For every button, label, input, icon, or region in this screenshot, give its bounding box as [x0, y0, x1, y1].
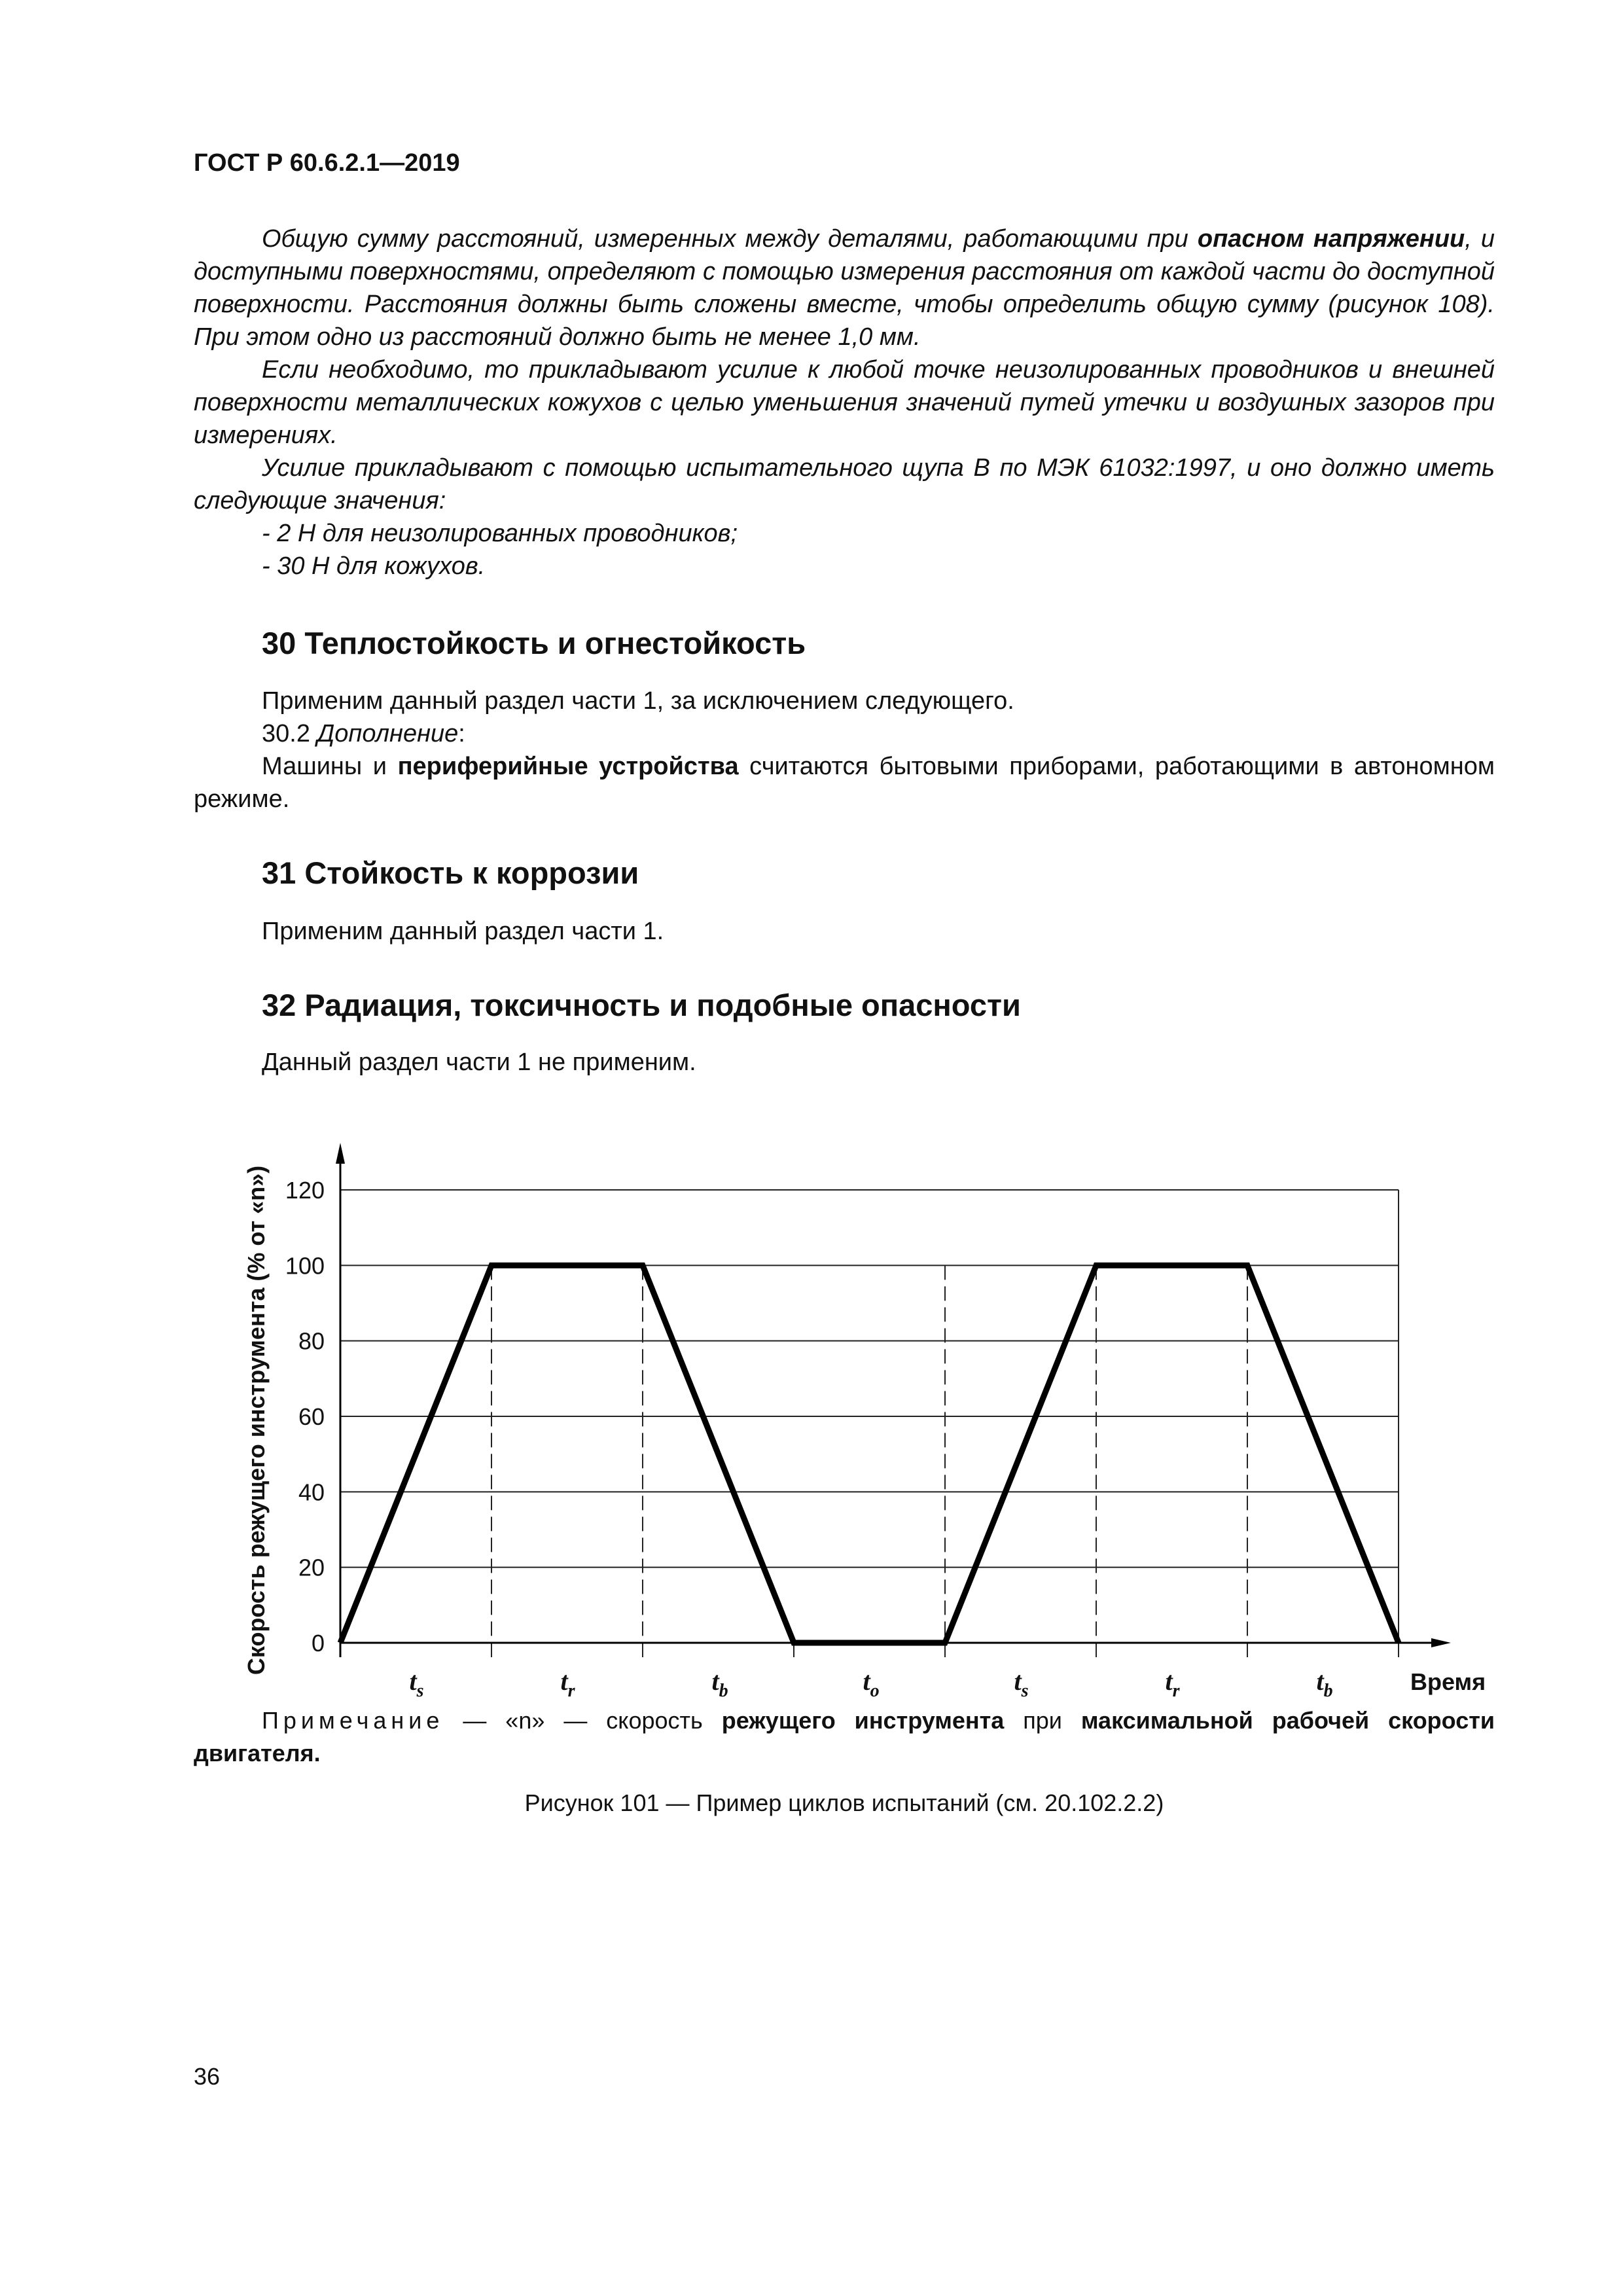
- note-text-2: при: [1004, 1707, 1081, 1734]
- y-axis-arrow: [336, 1143, 345, 1164]
- clause-colon: :: [458, 720, 465, 747]
- intro-p1-text: Общую сумму расстояний, измеренных между деталями, работающими при: [262, 225, 1198, 253]
- x-axis-label: Время: [1410, 1668, 1486, 1695]
- note-bold-1: режущего инструмента: [721, 1707, 1005, 1734]
- x-phase-label: $t_b$: [1316, 1666, 1333, 1701]
- x-phase-label: $t_s$: [409, 1666, 424, 1701]
- intro-p1-text-end: , и доступными поверхностями, определяют с помощью измерения расстояния от каждой части до доступной поверхности. Расстояния должны быть сложены вместе, чтобы определить общую сумму (рисунок 108). При этом одно из расстояний должно быть не менее 1,0 мм.: [194, 225, 1495, 351]
- section-30-paragraph-1: Применим данный раздел части 1, за исключением следующего.: [262, 687, 1014, 715]
- y-tick-label: 80: [298, 1327, 325, 1355]
- y-tick-label: 120: [285, 1177, 325, 1204]
- section-31-paragraph-1: Применим данный раздел части 1.: [262, 918, 664, 945]
- y-tick-label: 0: [311, 1630, 325, 1657]
- x-phase-label: $t_r$: [560, 1666, 575, 1701]
- figure-caption: Рисунок 101 — Пример циклов испытаний (см. 20.102.2.2): [524, 1789, 1164, 1816]
- y-tick-label: 20: [298, 1554, 325, 1581]
- section-31-title: 31 Стойкость к коррозии: [262, 855, 639, 890]
- s30-p3-text: Машины и: [262, 753, 398, 780]
- y-axis-label: Скорость режущего инструмента (% от «n»): [243, 1165, 270, 1676]
- intro-p1-bold: опасном напряжении: [1197, 225, 1465, 253]
- x-phase-label: $t_b$: [711, 1666, 728, 1701]
- x-phase-label: $t_o$: [863, 1666, 880, 1701]
- note-label: Примечание: [262, 1707, 444, 1734]
- x-axis-arrow: [1431, 1638, 1451, 1647]
- list-item: - 30 Н для кожухов.: [262, 552, 486, 580]
- figure-note: [194, 1704, 1495, 1770]
- section-30-title: 30 Теплостойкость и огнестойкость: [262, 626, 806, 660]
- intro-paragraph-3: Усилие прикладывают с помощью испытательного щупа B по МЭК 61032:1997, и оно должно иметь следующие значения:: [194, 454, 1495, 514]
- y-tick-label: 60: [298, 1403, 325, 1430]
- intro-paragraph-2: Если необходимо, то прикладывают усилие к любой точке неизолированных проводников и внешней поверхности металлических кожухов с целью уменьшения значений путей утечки и воздушных зазоров при измерениях.: [194, 356, 1495, 449]
- clause-label: Дополнение: [317, 720, 459, 747]
- s30-p3-bold: периферийные устройства: [397, 753, 739, 780]
- note-bold-2: максимальной рабочей скорости двигателя.: [194, 1707, 1495, 1767]
- document-code: ГОСТ Р 60.6.2.1—2019: [194, 149, 460, 177]
- note-text: — «n» — скорость: [444, 1707, 722, 1734]
- y-tick-label: 40: [298, 1479, 325, 1506]
- page-number: 36: [194, 2063, 221, 2090]
- x-phase-label: $t_r$: [1165, 1666, 1180, 1701]
- x-phase-label: $t_s$: [1014, 1666, 1029, 1701]
- series-line: [340, 1265, 1399, 1643]
- clause-number: 30.2: [262, 720, 317, 747]
- y-tick-label: 100: [285, 1252, 325, 1280]
- section-32-title: 32 Радиация, токсичность и подобные опасности: [262, 988, 1021, 1022]
- list-item: - 2 Н для неизолированных проводников;: [262, 520, 738, 547]
- section-32-paragraph-1: Данный раздел части 1 не применим.: [262, 1049, 696, 1076]
- s30-p3-text-end: считаются бытовыми приборами, работающими в автономном режиме.: [194, 753, 1495, 813]
